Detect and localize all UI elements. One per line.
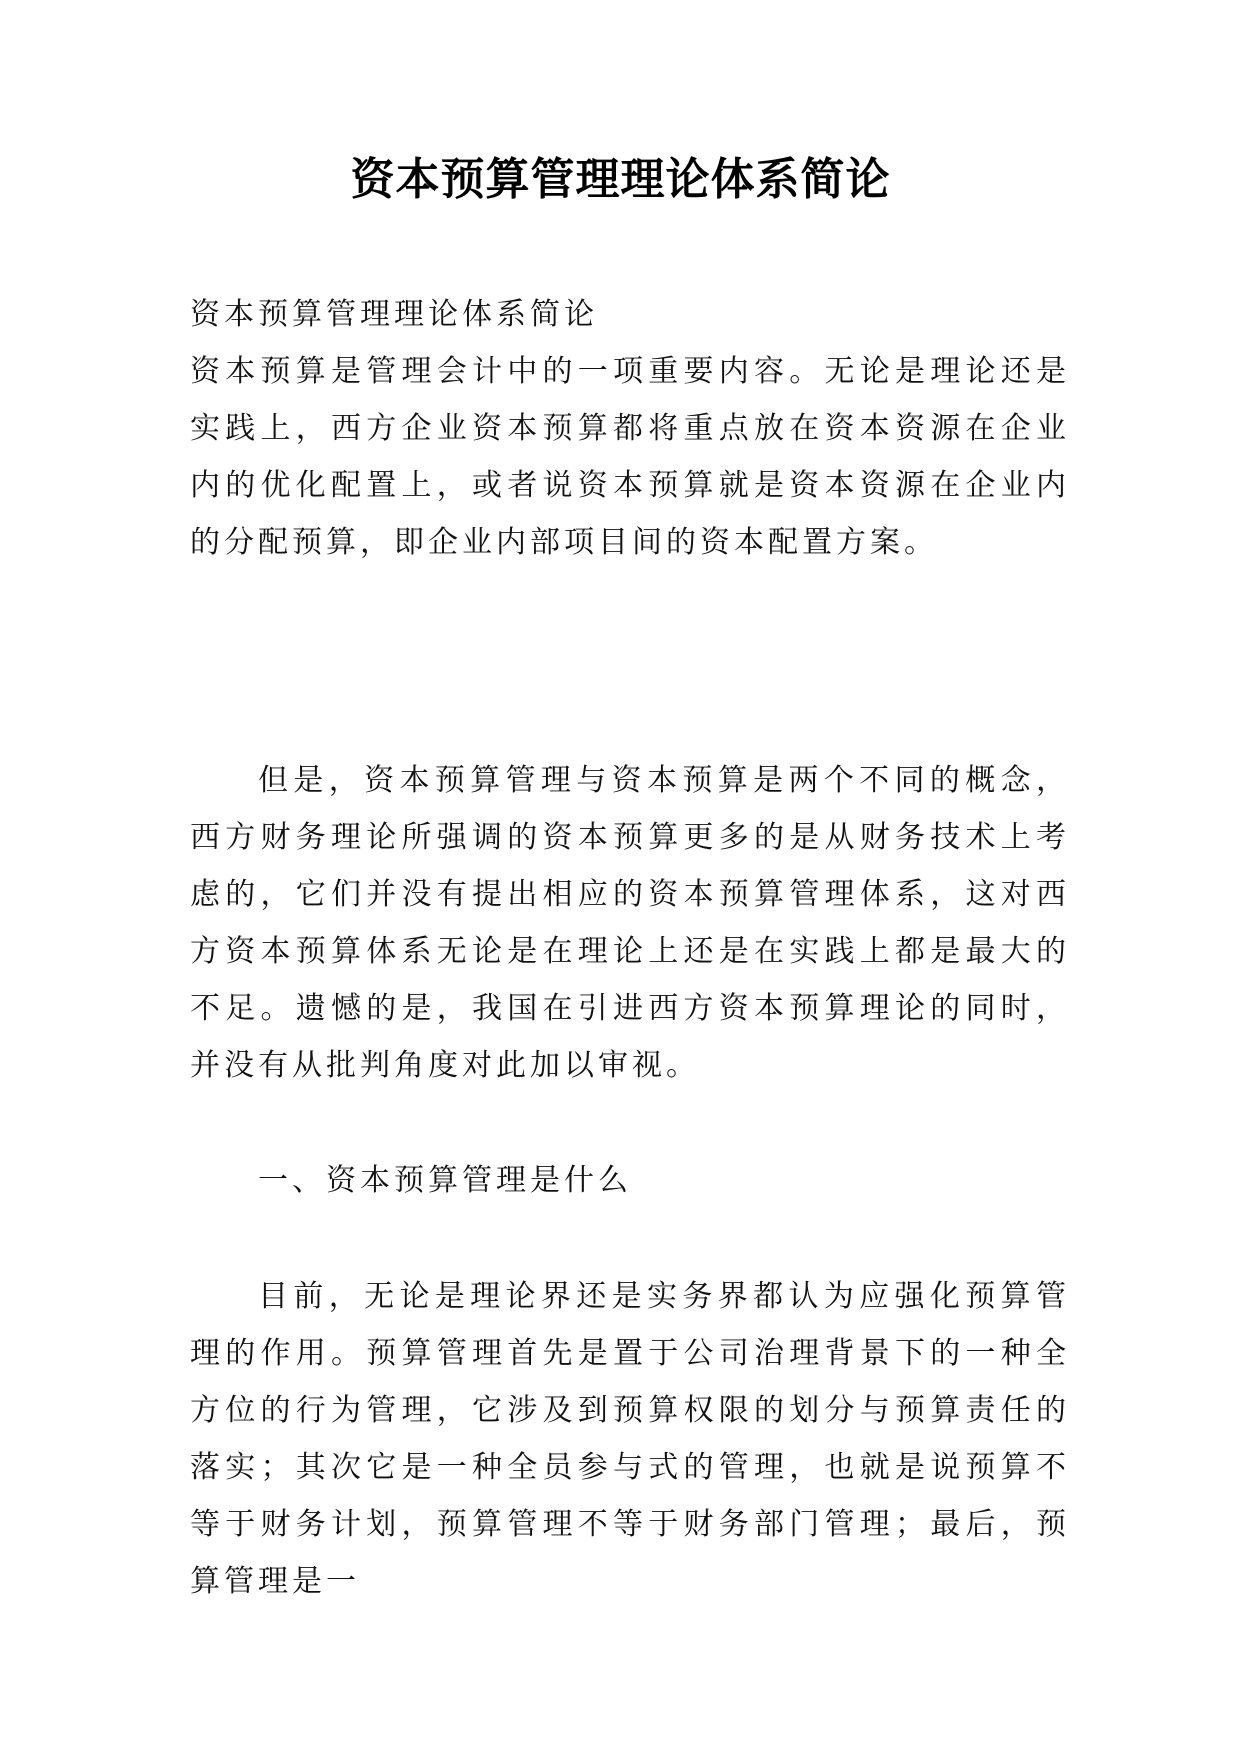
- document-title: 资本预算管理理论体系简论: [350, 154, 891, 205]
- document-subtitle: 资本预算管理理论体系简论: [190, 297, 598, 332]
- paragraph-1: 资本预算是管理会计中的一项重要内容。无论是理论还是实践上，西方企业资本预算都将重点放在资本资源在企业内的优化配置上，或者说资本预算就是资本资源在企业内的分配预算，即企业内部项目间的资本配置方案。: [190, 354, 1070, 560]
- section-heading: 一、资本预算管理是什么: [258, 1163, 632, 1198]
- paragraph-2-block: [190, 752, 1070, 1094]
- intro-block: [190, 286, 1070, 571]
- paragraph-3-block: [190, 1268, 1070, 1610]
- paragraph-2: 但是，资本预算管理与资本预算是两个不同的概念，西方财务理论所强调的资本预算更多的是从财务技术上考虑的，它们并没有提出相应的资本预算管理体系，这对西方资本预算体系无论是在理论上还是在实践上都是最大的不足。遗憾的是，我国在引进西方资本预算理论的同时，并没有从批判角度对此加以审视。: [190, 763, 1070, 1083]
- paragraph-3: 目前，无论是理论界还是实务界都认为应强化预算管理的作用。预算管理首先是置于公司治理背景下的一种全方位的行为管理，它涉及到预算权限的划分与预算责任的落实；其次它是一种全员参与式的管理，也就是说预算不等于财务计划，预算管理不等于财务部门管理；最后，预算管理是一: [190, 1279, 1070, 1599]
- section-heading-block: [190, 1152, 1070, 1209]
